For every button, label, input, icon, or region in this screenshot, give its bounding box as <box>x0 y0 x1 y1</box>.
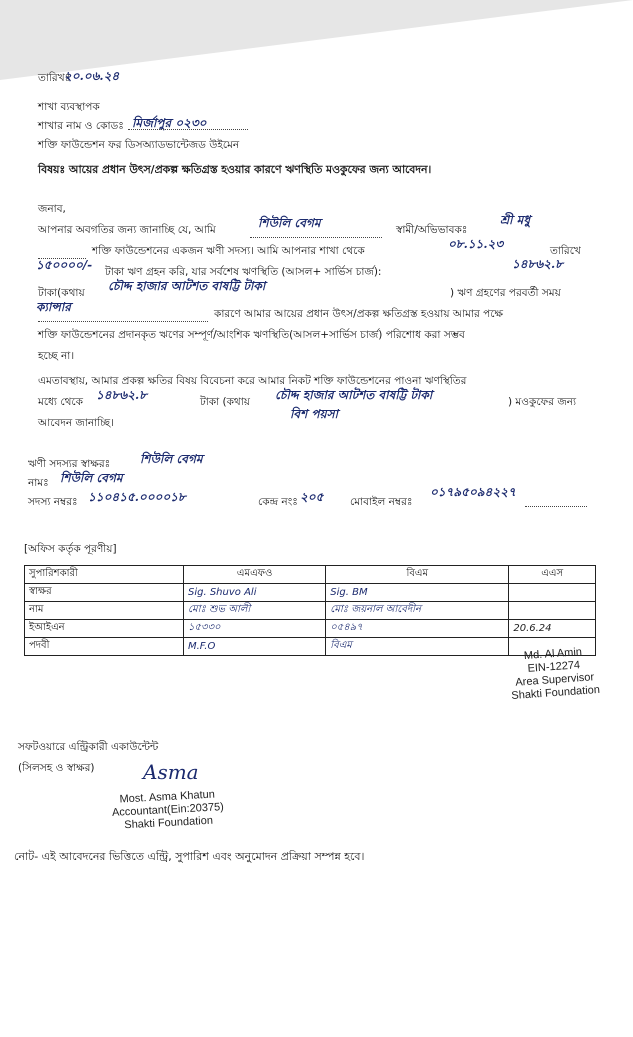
body-line-8: এমতাবস্থায়, আমার প্রকল্প ক্ষতির বিষয় বিবেচনা করে আমার নিকট শক্তি ফাউন্ডেশনের পাওনা ঋণস্থিতির <box>38 375 467 387</box>
office-header-bm: বিএম <box>326 566 509 584</box>
branch-value: মির্জাপুর ০২৩০ <box>132 116 207 130</box>
as-seal-line: EIN-12274 <box>527 659 581 675</box>
office-row-label: স্বাক্ষর <box>25 584 184 602</box>
footer-note: নোট- এই আবেদনের ভিত্তিতে এন্ট্রি, সুপারিশ এবং অনুমোদন প্রক্রিয়া সম্পন্ন হবে। <box>14 850 365 863</box>
center-value: ২০৫ <box>300 490 324 504</box>
body-line-3a: টাকা ঋণ গ্রহন করি, যার সর্বশেষ ঋণস্থিতি (আসল+ সার্ভিস চার্জ): <box>105 266 382 278</box>
member-sig-label: ঋণী সদস্যর স্বাক্ষরঃ <box>28 458 111 470</box>
accountant-line-1: সফটওয়ারে এন্ট্রিকারী একাউন্টেন্ট <box>18 741 159 753</box>
filled-words-2-cont: বিশ পয়সা <box>290 407 339 421</box>
filled-name: শিউলি বেগম <box>258 216 321 230</box>
body-line-5b: কারণে আমার আয়ের প্রধান উৎস/প্রকল্প ক্ষতিগ্রস্ত হওয়ায় আমার পক্ষে <box>214 308 503 320</box>
bm-ein: ০৫৪৯৭ <box>326 620 509 638</box>
as-seal-line: Shakti Foundation <box>511 683 601 703</box>
body-line-2a: শক্তি ফাউন্ডেশনের একজন ঋণী সদস্য। আমি আপনার শাখা থেকে <box>92 245 365 257</box>
as-seal-line: Md. Al Amin <box>523 646 583 663</box>
office-row-label: ইআইএন <box>25 620 184 638</box>
mfo-ein: ১৫৩৩০ <box>184 620 326 638</box>
filled-loan-date: ০৮.১১.২৩ <box>448 237 504 251</box>
manager-line: শাখা ব্যবস্থাপক <box>38 101 100 113</box>
office-row-ein <box>25 620 596 638</box>
bm-name: মোঃ জয়নাল আবেদীন <box>326 602 509 620</box>
office-header-as: এএস <box>509 566 596 584</box>
as-signature <box>509 584 596 602</box>
filled-outstanding: ১৪৮৬২.৮ <box>512 257 563 271</box>
filled-cause: ক্যান্সার <box>36 300 71 314</box>
body-line-6: শক্তি ফাউন্ডেশনের প্রদানকৃত ঋণের সম্পূর্ণ/আংশিক ঋণস্থিতি(আসল+সার্ভিস চার্জ) পরিশোধ করা সম্ভব <box>38 329 465 341</box>
date-value: ২০.০৬.২৪ <box>64 69 120 83</box>
body-line-4b: ) ঋণ গ্রহণের পরবর্তী সময় <box>450 287 561 299</box>
as-seal-line: Area Supervisor <box>514 671 595 689</box>
office-title: [অফিস কর্তৃক পূরণীয়] <box>24 543 117 555</box>
date-label: তারিখঃ <box>38 72 71 84</box>
accountant-seal-line: Most. Asma Khatun <box>119 788 216 806</box>
mobile-label: মোবাইল নম্বরঃ <box>350 496 413 508</box>
as-date: 20.6.24 <box>509 620 596 638</box>
body-line-4a: টাকা(কথায় <box>38 287 85 299</box>
office-header-mfo: এমএফও <box>184 566 326 584</box>
office-row-name <box>25 602 596 620</box>
member-no-value: ১১০৪১৫.০০০০১৮ <box>88 490 186 504</box>
office-header-recommender: সুপারিশকারী <box>25 566 184 584</box>
accountant-signature: Asma <box>143 760 199 784</box>
office-header-row <box>25 566 596 584</box>
office-row-label: পদবী <box>25 638 184 656</box>
accountant-line-2: (সিলসহ ও স্বাক্ষর) <box>18 762 95 774</box>
bm-designation: বিএম <box>326 638 509 656</box>
filled-guardian: শ্রী মধু <box>500 213 531 227</box>
body-line-9c: ) মওকুফের জন্য <box>508 396 577 408</box>
org-line: শক্তি ফাউন্ডেশন ফর ডিসঅ্যাডভান্টেজড উইমেন <box>38 139 240 151</box>
office-row-signature <box>25 584 596 602</box>
mfo-name: মোঃ শুভ আলী <box>184 602 326 620</box>
center-label: কেন্দ্র নংঃ <box>258 496 298 508</box>
salutation: জনাব, <box>38 203 66 215</box>
accountant-seal-line: Shakti Foundation <box>124 814 214 832</box>
as-seal <box>508 645 600 703</box>
office-table <box>24 565 596 656</box>
body-line-1b: স্বামী/অভিভাবকঃ <box>396 224 468 236</box>
mfo-designation: M.F.O <box>184 638 326 656</box>
filled-words-2: চৌদ্দ হাজার আটশত বাষট্টি টাকা <box>275 388 433 402</box>
mobile-dots <box>525 496 587 507</box>
body-line-7: হচ্ছে না। <box>38 350 75 362</box>
filled-loan-amount: ১৫০০০০/- <box>36 258 93 272</box>
accountant-seal <box>111 788 225 833</box>
member-no-label: সদস্য নম্বরঃ <box>28 496 78 508</box>
subject-line: বিষয়ঃ আয়ের প্রধান উৎস/প্রকল্প ক্ষতিগ্রস্ত হওয়ার কারণে ঋণস্থিতি মওকুফের জন্য আবেদন। <box>38 163 432 176</box>
member-name-label: নামঃ <box>28 477 49 489</box>
bm-signature: Sig. BM <box>326 584 509 602</box>
filled-words-1: চৌদ্দ হাজার আটশত বাষট্টি টাকা <box>108 279 266 293</box>
filled-waiver-amount: ১৪৮৬২.৮ <box>96 388 147 402</box>
cause-dots <box>38 311 208 322</box>
office-row-label: নাম <box>25 602 184 620</box>
mobile-value: ০১৭৯৫০৯৪২২৭ <box>430 485 516 499</box>
body-line-1a: আপনার অবগতির জন্য জানাচ্ছি যে, আমি <box>38 224 216 236</box>
as-name <box>509 602 596 620</box>
member-name-value: শিউলি বেগম <box>60 471 123 485</box>
body-line-10: আবেদন জানাচ্ছি। <box>38 417 114 429</box>
body-line-2b: তারিখে <box>550 245 581 257</box>
accountant-seal-line: Accountant(Ein:20375) <box>111 801 225 819</box>
branch-dots <box>128 119 248 130</box>
mfo-signature: Sig. Shuvo Ali <box>184 584 326 602</box>
member-sig-value: শিউলি বেগম <box>140 452 203 466</box>
branch-label: শাখার নাম ও কোডঃ <box>38 120 124 132</box>
body-line-9a: মধ্যে থেকে <box>38 396 83 408</box>
body-line-9b: টাকা (কথায় <box>200 396 250 408</box>
